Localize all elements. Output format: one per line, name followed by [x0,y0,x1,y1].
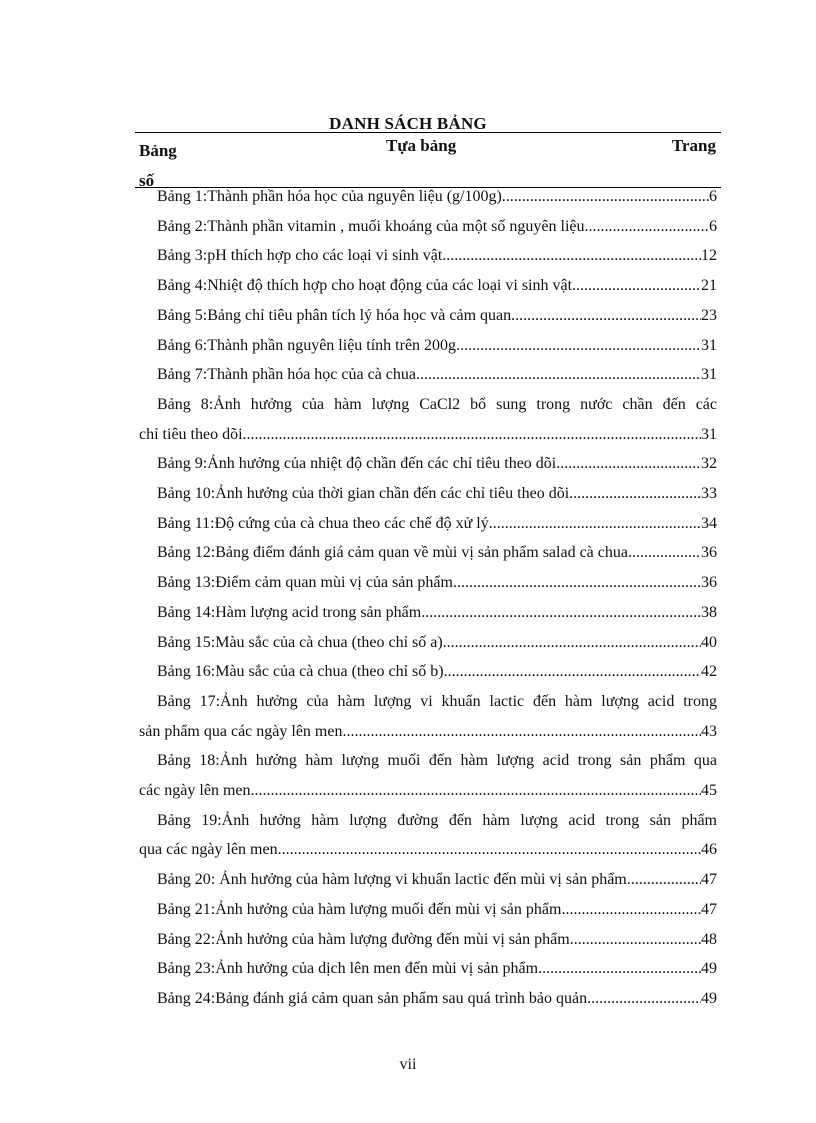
toc-entry[interactable] [157,479,717,509]
toc-entry[interactable] [157,628,717,658]
toc-entry[interactable] [139,687,717,746]
toc-entry-title: Bảng 19:Ảnh hưởng hàm lượng đường đến hàm lượng acid trong sản phẩm [157,811,717,829]
toc-entry-title: Bảng 17:Ảnh hưởng của hàm lượng vi khuẩn lactic đến hàm lượng acid trong [157,692,717,710]
toc-entry[interactable] [157,895,717,925]
toc-entry-page: 40 [701,633,717,651]
dot-leader [584,212,709,242]
table-list [139,182,717,1014]
toc-entry-page: 46 [701,841,717,859]
dot-leader [443,628,701,658]
dot-leader [627,865,701,895]
toc-entry-page: 45 [701,782,717,800]
toc-entry-title: Bảng 10:Ảnh hưởng của thời gian chần đến các chỉ tiêu theo dõi [157,485,570,503]
dot-leader [342,717,701,747]
page-number: vii [399,1056,417,1073]
toc-entry-title: các ngày lên men [139,782,251,800]
page-title: DANH SÁCH BẢNG [329,114,487,133]
toc-entry[interactable] [157,865,717,895]
header-page: Trang [671,136,716,155]
toc-entry-page: 36 [701,574,717,592]
dot-leader [538,954,701,984]
toc-entry[interactable] [139,746,717,805]
toc-entry[interactable] [157,509,717,539]
toc-entry-title: chỉ tiêu theo dõi [139,425,243,443]
dot-leader [569,479,701,509]
toc-entry[interactable] [157,568,717,598]
toc-entry-title: Bảng 2:Thành phần vitamin , muối khoáng của một số nguyên liệu [157,217,585,235]
toc-entry[interactable] [157,212,717,242]
toc-entry[interactable] [157,925,717,955]
toc-entry-title: Bảng 7:Thành phần hóa học của cà chua [157,366,417,384]
toc-entry-page: 47 [701,871,717,889]
toc-entry-title: qua các ngày lên men [139,841,278,859]
dot-leader [444,657,701,687]
toc-entry-title: Bảng 8:Ảnh hưởng của hàm lượng CaCl2 bổ sung trong nước chần đến các [157,395,717,413]
header-table-title: Tựa bảng [386,136,457,155]
dot-leader [421,598,701,628]
toc-entry-title: Bảng 9:Ảnh hưởng của nhiệt độ chần đến các chỉ tiêu theo dõi [157,455,557,473]
toc-entry[interactable] [139,390,717,449]
dot-leader [628,538,701,568]
toc-entry[interactable] [157,538,717,568]
toc-entry-title: Bảng 5:Bảng chỉ tiêu phân tích lý hóa học và cảm quan [157,306,512,324]
header-table-number: Bảng số [139,141,177,190]
toc-entry-title: sản phẩm qua các ngày lên men [139,722,343,740]
toc-entry-page: 32 [701,455,717,473]
toc-entry[interactable] [157,984,717,1014]
toc-entry-page: 42 [701,663,717,681]
toc-entry-page: 43 [701,722,717,740]
dot-leader [442,241,701,271]
toc-entry-title: Bảng 23:Ảnh hưởng của dịch lên men đến mùi vị sản phẩm [157,960,539,978]
dot-leader [416,360,701,390]
toc-entry-title: Bảng 3:pH thích hợp cho các loại vi sinh vật [157,247,443,265]
dot-leader [489,509,701,539]
dot-leader [251,776,702,806]
toc-entry-title: Bảng 11:Độ cứng của cà chua theo các chế độ xử lý [157,514,489,532]
dot-leader [511,301,701,331]
dot-leader [453,568,701,598]
toc-entry-title: Bảng 22:Ảnh hưởng của hàm lượng đường đến mùi vị sản phẩm [157,930,570,948]
dot-leader [456,331,701,361]
toc-entry-title: Bảng 20: Ảnh hưởng của hàm lượng vi khuẩn lactic đến mùi vị sản phẩm [157,871,627,889]
toc-entry[interactable] [157,657,717,687]
dot-leader [587,984,701,1014]
toc-entry-title: Bảng 15:Màu sắc của cà chua (theo chỉ số a) [157,633,443,651]
toc-entry-title: Bảng 12:Bảng điểm đánh giá cảm quan về mùi vị sản phẩm salad cà chua [157,544,628,562]
toc-entry-title: Bảng 1:Thành phần hóa học của nguyên liệu (g/100g) [157,188,502,205]
toc-entry-title: Bảng 4:Nhiệt độ thích hợp cho hoạt động của các loại vi sinh vật [157,277,573,295]
dot-leader [243,420,701,450]
toc-entry-title: Bảng 6:Thành phần nguyên liệu tính trên 200g [157,336,457,354]
toc-entry[interactable] [157,271,717,301]
toc-entry[interactable] [157,182,717,212]
toc-entry[interactable] [157,360,717,390]
dot-leader [278,835,701,865]
toc-entry-page: 21 [701,277,717,295]
toc-entry-page: 31 [701,366,717,384]
toc-entry[interactable] [157,301,717,331]
toc-entry[interactable] [157,954,717,984]
toc-entry-title: Bảng 14:Hàm lượng acid trong sản phẩm [157,603,422,621]
toc-entry-page: 49 [701,989,717,1007]
toc-entry-page: 48 [701,930,717,948]
toc-entry-page: 31 [701,336,717,354]
toc-entry-page: 6 [709,188,717,205]
dot-leader [502,182,709,212]
dot-leader [556,449,701,479]
toc-entry-page: 6 [709,217,717,235]
toc-entry-page: 36 [701,544,717,562]
toc-entry-page: 49 [701,960,717,978]
toc-entry[interactable] [157,331,717,361]
dot-leader [570,925,701,955]
toc-entry-page: 23 [701,306,717,324]
toc-entry-page: 31 [701,425,717,443]
dot-leader [572,271,701,301]
toc-entry-title: Bảng 16:Màu sắc của cà chua (theo chỉ số b) [157,663,444,681]
toc-entry-title: Bảng 13:Điểm cảm quan mùi vị của sản phẩm [157,574,453,592]
toc-entry-page: 33 [701,485,717,503]
toc-entry-title: Bảng 24:Bảng đánh giá cảm quan sản phẩm sau quá trình bảo quản [157,989,588,1007]
toc-entry-page: 38 [701,603,717,621]
toc-entry-page: 34 [701,514,717,532]
toc-entry-page: 47 [701,900,717,918]
toc-entry-page: 12 [701,247,717,265]
toc-entry-title: Bảng 21:Ảnh hưởng của hàm lượng muối đến mùi vị sản phẩm [157,900,562,918]
toc-entry[interactable] [157,241,717,271]
toc-entry[interactable] [139,806,717,865]
toc-entry[interactable] [157,598,717,628]
dot-leader [561,895,701,925]
title-rule [135,132,721,133]
toc-entry[interactable] [157,449,717,479]
toc-entry-title: Bảng 18:Ảnh hưởng hàm lượng muối đến hàm lượng acid trong sản phẩm qua [157,752,717,770]
